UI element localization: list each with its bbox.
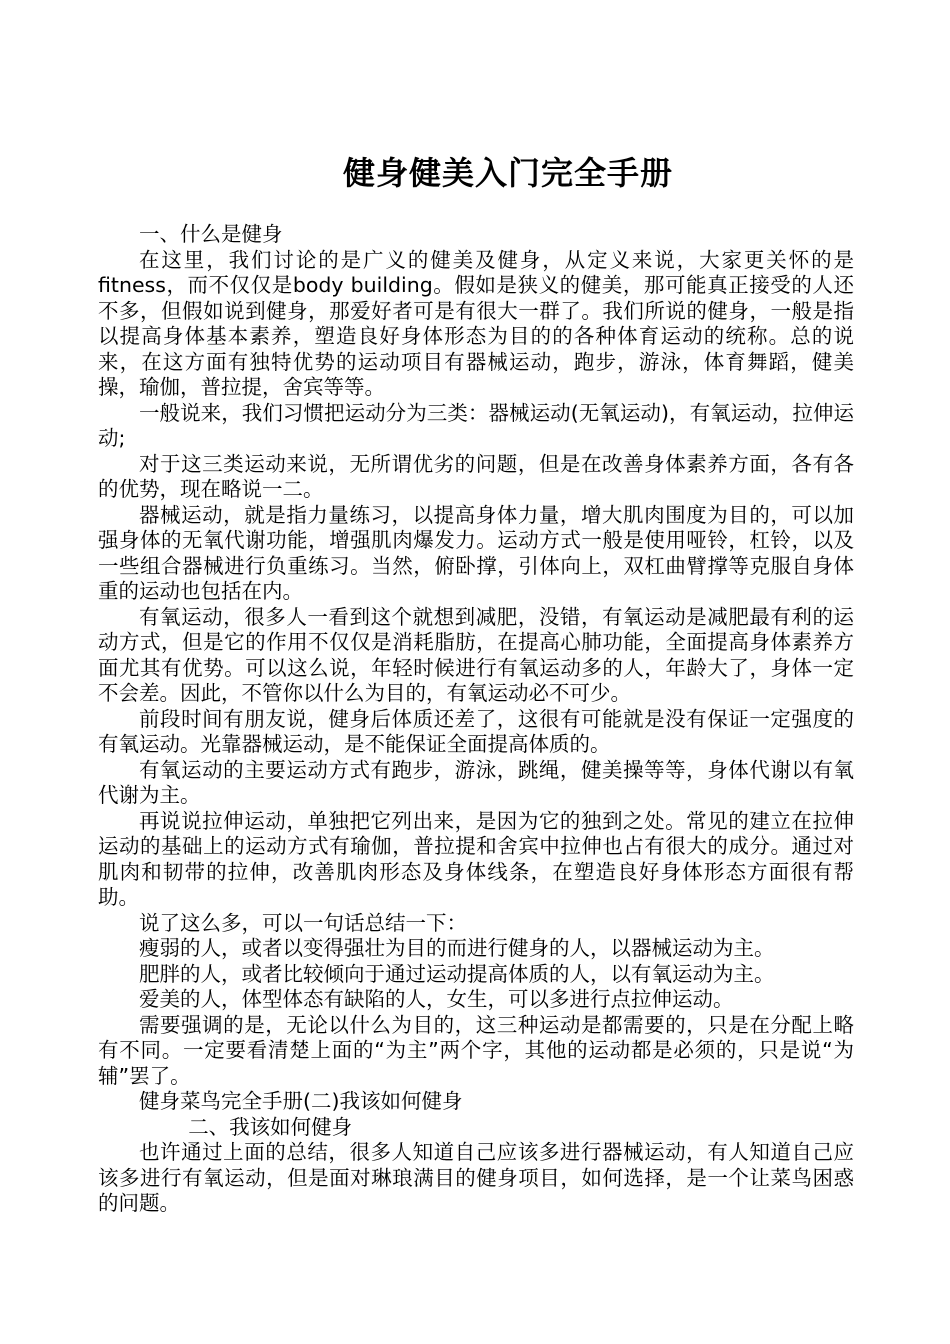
section-heading-2: 二、我该如何健身 xyxy=(188,1114,353,1139)
paragraph: 器械运动，就是指力量练习，以提高身体力量，增大肌肉围度为目的，可以加强身体的无氧代谢功能，增强肌肉爆发力。运动方式一般是使用哑铃，杠铃，以及一些组合器械进行负重练习。当然，俯卧撑，引体向上，双杠曲臂撑等克服自身体重的运动也包括在内。 xyxy=(98,502,854,603)
paragraph: 说了这么多，可以一句话总结一下： xyxy=(139,910,467,935)
paragraph: 爱美的人，体型体态有缺陷的人，女生，可以多进行点拉伸运动。 xyxy=(139,987,734,1011)
paragraph: 有氧运动的主要运动方式有跑步，游泳，跳绳，健美操等等，身体代谢以有氧代谢为主。 xyxy=(98,757,854,807)
document-body xyxy=(98,222,854,1217)
paragraph: 肥胖的人，或者比较倾向于通过运动提高体质的人，以有氧运动为主。 xyxy=(139,961,775,986)
paragraph: 一般说来，我们习惯把运动分为三类：器械运动(无氧运动)，有氧运动，拉伸运动; xyxy=(98,400,854,450)
section-heading-1: 一、什么是健身 xyxy=(139,222,283,246)
paragraph: 对于这三类运动来说，无所谓优劣的问题，但是在改善身体素养方面，各有各的优势，现在略说一二。 xyxy=(98,451,854,501)
part-heading: 健身菜鸟完全手册(二)我该如何健身 xyxy=(139,1089,463,1113)
paragraph: 需要强调的是，无论以什么为目的，这三种运动是都需要的，只是在分配上略有不同。一定要看清楚上面的“为主”两个字，其他的运动都是必须的，只是说“为辅”罢了。 xyxy=(98,1012,854,1088)
paragraph: 也许通过上面的总结，很多人知道自己应该多进行器械运动，有人知道自己应该多进行有氧运动，但是面对琳琅满目的健身项目，如何选择，是一个让菜鸟困惑的问题。 xyxy=(98,1140,854,1215)
paragraph: 有氧运动，很多人一看到这个就想到减肥，没错，有氧运动是减肥最有利的运动方式，但是它的作用不仅仅是消耗脂肪，在提高心肺功能，全面提高身体素养方面尤其有优势。可以这么说，年轻时候进行有氧运动多的人，年龄大了，身体一定不会差。因此，不管你以什么为目的，有氧运动必不可少。 xyxy=(98,604,854,705)
paragraph: 前段时间有朋友说，健身后体质还差了，这很有可能就是没有保证一定强度的有氧运动。光靠器械运动，是不能保证全面提高体质的。 xyxy=(98,706,854,756)
paragraph: 在这里，我们讨论的是广义的健美及健身，从定义来说，大家更关怀的是fitness，而不仅仅是body building。假如是狭义的健美，那可能真正接受的人还不多，但假如说到健身，那爱好者可是有很大一群了。我们所说的健身，一般是指以提高身体基本素养，塑造良好身体形态为目的的各种体育运动的统称。总的说来，在这方面有独特优势的运动项目有器械运动，跑步，游泳，体育舞蹈，健美操，瑜伽，普拉提，舍宾等等。 xyxy=(98,247,854,399)
paragraph: 再说说拉伸运动，单独把它列出来，是因为它的独到之处。常见的建立在拉伸运动的基础上的运动方式有瑜伽，普拉提和舍宾中拉伸也占有很大的成分。通过对肌肉和韧带的拉伸，改善肌肉形态及身体线条，在塑造良好身体形态方面很有帮助。 xyxy=(98,808,854,909)
paragraph: 瘦弱的人，或者以变得强壮为目的而进行健身的人，以器械运动为主。 xyxy=(139,936,775,960)
document-title: 健身健美入门完全手册 xyxy=(342,154,673,192)
